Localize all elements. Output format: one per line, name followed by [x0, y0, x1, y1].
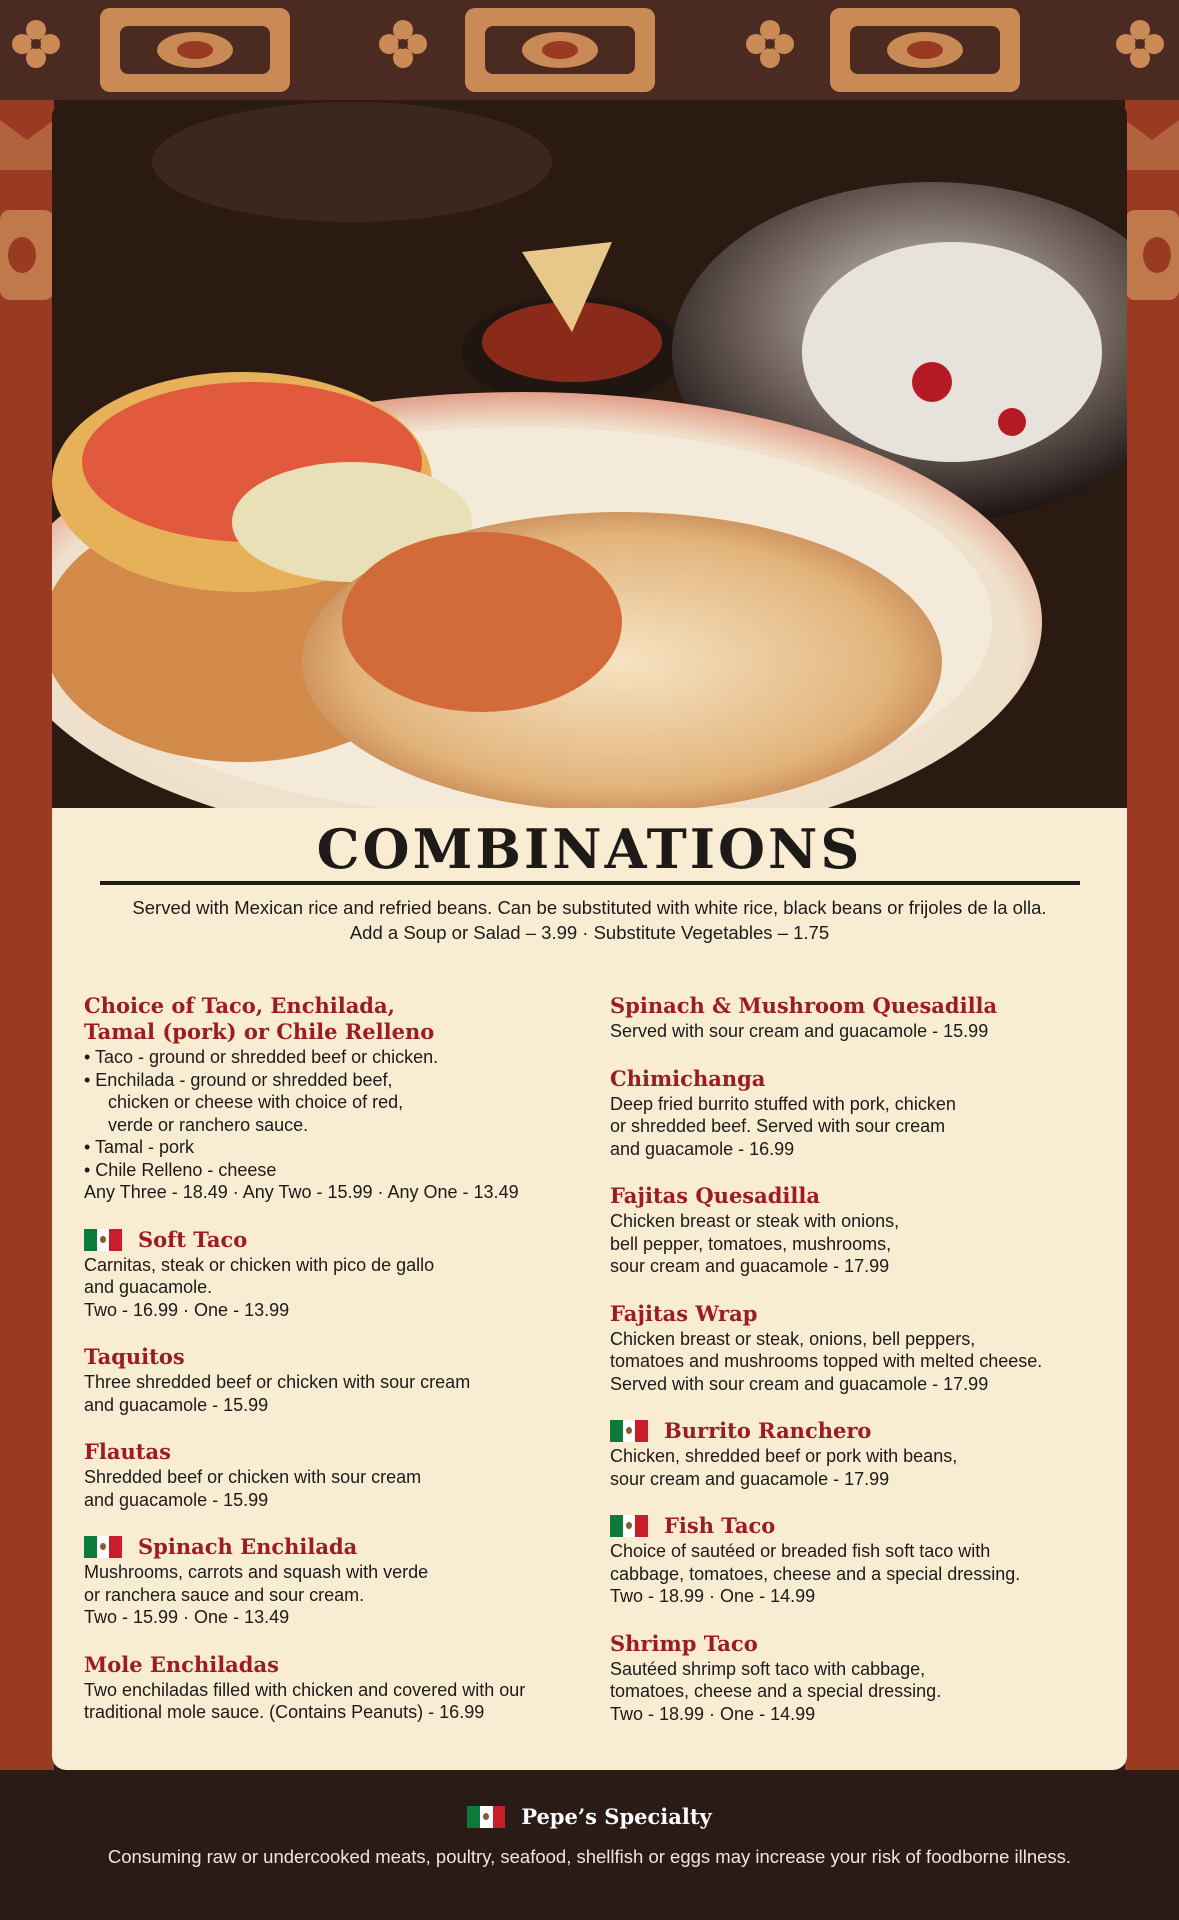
mexican-flag-icon: [84, 1536, 122, 1558]
item-desc: or ranchera sauce and sour cream.: [84, 1584, 365, 1605]
subtitle-line-1: Served with Mexican rice and refried beans. Can be substituted with white rice, black beans or frijoles de la olla.: [132, 897, 1047, 919]
item-desc: Shredded beef or chicken with sour cream: [84, 1467, 422, 1487]
item-desc: Choice of sautéed or breaded fish soft taco with: [610, 1541, 991, 1561]
item-desc: sour cream and guacamole - 17.99: [610, 1468, 890, 1489]
top-frieze: [0, 0, 1179, 100]
item-prices: Two - 18.99 · One - 14.99: [610, 1586, 816, 1606]
left-rail: [0, 100, 54, 1780]
item-desc: traditional mole sauce. (Contains Peanuts) - 16.99: [84, 1702, 485, 1722]
item-name: Fajitas Quesadilla: [610, 1183, 820, 1208]
item-desc: and guacamole - 15.99: [84, 1394, 269, 1415]
item-heading: [610, 1417, 1110, 1445]
left-menu-column: [84, 992, 584, 1746]
item-name: Choice of Taco, Enchilada,: [84, 993, 395, 1018]
food-safety-disclaimer: Consuming raw or undercooked meats, poultry, seafood, shellfish or eggs may increase your risk of foodborne illness.: [107, 1846, 1072, 1867]
item-desc: Chicken breast or steak, onions, bell peppers,: [610, 1328, 976, 1349]
bullet: • Tamal - pork: [84, 1137, 195, 1157]
menu-item-fish-taco: [610, 1512, 1110, 1608]
item-desc: bell pepper, tomatoes, mushrooms,: [610, 1233, 892, 1254]
bullet: • Enchilada - ground or shredded beef,: [84, 1069, 393, 1090]
item-desc: Served with sour cream and guacamole - 15.99: [610, 1021, 989, 1041]
item-desc: and guacamole - 16.99: [610, 1138, 795, 1159]
item-desc: Mushrooms, carrots and squash with verde: [84, 1562, 429, 1582]
menu-item-chimichanga: [610, 1065, 1110, 1161]
menu-item-combo: [84, 992, 584, 1204]
item-desc: and guacamole - 15.99: [84, 1489, 269, 1510]
menu-item-fajitas-quesadilla: [610, 1182, 1110, 1278]
item-name: Burrito Ranchero: [664, 1418, 872, 1443]
subtitle-line-2: Add a Soup or Salad – 3.99 · Substitute Vegetables – 1.75: [349, 922, 830, 944]
footer: [0, 1770, 1179, 1920]
item-name: Soft Taco: [138, 1226, 248, 1252]
item-desc: Sautéed shrimp soft taco with cabbage,: [610, 1658, 926, 1679]
item-desc: Deep fried burrito stuffed with pork, chicken: [610, 1093, 956, 1114]
menu-item-flautas: [84, 1438, 584, 1511]
item-heading: [84, 1226, 584, 1254]
bullet-continued: verde or ranchero sauce.: [108, 1114, 309, 1135]
item-heading: [610, 1512, 1110, 1540]
item-name: Taquitos: [84, 1344, 185, 1369]
mexican-flag-icon: [610, 1515, 648, 1537]
mexican-flag-icon: [467, 1806, 505, 1828]
item-name: Tamal (pork) or Chile Relleno: [84, 1019, 435, 1044]
rail-ornament: [0, 100, 54, 400]
menu-item-shrimp-taco: [610, 1630, 1110, 1726]
item-desc: tomatoes, cheese and a special dressing.: [610, 1681, 942, 1701]
legend-label: Pepe’s Specialty: [521, 1804, 712, 1829]
item-desc: Chicken breast or steak with onions,: [610, 1211, 900, 1231]
bullet: • Chile Relleno - cheese: [84, 1159, 277, 1180]
item-desc: Two enchiladas filled with chicken and covered with our: [84, 1679, 526, 1700]
right-menu-column: [610, 992, 1110, 1747]
hero-food-photo: [52, 102, 1127, 808]
item-desc: cabbage, tomatoes, cheese and a special dressing.: [610, 1563, 1021, 1584]
item-name: Shrimp Taco: [610, 1630, 758, 1656]
frieze-pattern: [0, 0, 1179, 100]
item-heading: [84, 1533, 584, 1561]
rail-ornament: [1125, 100, 1179, 400]
item-desc: or shredded beef. Served with sour cream: [610, 1116, 946, 1136]
menu-item-fajitas-wrap: [610, 1300, 1110, 1396]
mexican-flag-icon: [610, 1420, 648, 1442]
subtitle: [52, 895, 1127, 945]
menu-item-taquitos: [84, 1343, 584, 1416]
item-desc: Served with sour cream and guacamole - 17.99: [610, 1373, 989, 1394]
item-desc: Three shredded beef or chicken with sour cream: [84, 1372, 471, 1392]
menu-item-burrito-ranchero: [610, 1417, 1110, 1490]
menu-item-spinach-enchilada: [84, 1533, 584, 1629]
item-prices: Two - 16.99 · One - 13.99: [84, 1299, 290, 1320]
item-desc: sour cream and guacamole - 17.99: [610, 1256, 890, 1276]
item-name: Chimichanga: [610, 1065, 766, 1091]
item-prices: Any Three - 18.49 · Any Two - 15.99 · Any One - 13.49: [84, 1182, 519, 1202]
item-prices: Two - 18.99 · One - 14.99: [610, 1703, 816, 1724]
page-title: COMBINATIONS: [316, 817, 863, 881]
menu-header: [52, 817, 1127, 945]
specialty-legend: [0, 1804, 1179, 1829]
item-desc: and guacamole.: [84, 1277, 213, 1297]
item-name: Fajitas Wrap: [610, 1300, 758, 1326]
menu-item-soft-taco: [84, 1226, 584, 1322]
food-plate-illustration: [52, 102, 1127, 808]
item-name: Spinach Enchilada: [138, 1534, 358, 1559]
item-name: Fish Taco: [664, 1513, 776, 1538]
title-underline: [100, 881, 1080, 885]
item-desc: Chicken, shredded beef or pork with beans,: [610, 1446, 958, 1466]
bullet-continued: chicken or cheese with choice of red,: [108, 1092, 404, 1112]
item-desc: tomatoes and mushrooms topped with melted cheese.: [610, 1351, 1043, 1371]
item-name: Spinach & Mushroom Quesadilla: [610, 993, 998, 1018]
menu-item-mole-enchiladas: [84, 1651, 584, 1724]
item-name: Flautas: [84, 1439, 171, 1464]
menu-card: [52, 102, 1127, 1770]
item-desc: Carnitas, steak or chicken with pico de gallo: [84, 1254, 435, 1275]
item-prices: Two - 15.99 · One - 13.49: [84, 1607, 290, 1627]
menu-item-spinach-quesadilla: [610, 992, 1110, 1043]
bullet: • Taco - ground or shredded beef or chicken.: [84, 1047, 439, 1067]
mexican-flag-icon: [84, 1229, 122, 1251]
right-rail: [1125, 100, 1179, 1780]
item-name: Mole Enchiladas: [84, 1651, 279, 1677]
